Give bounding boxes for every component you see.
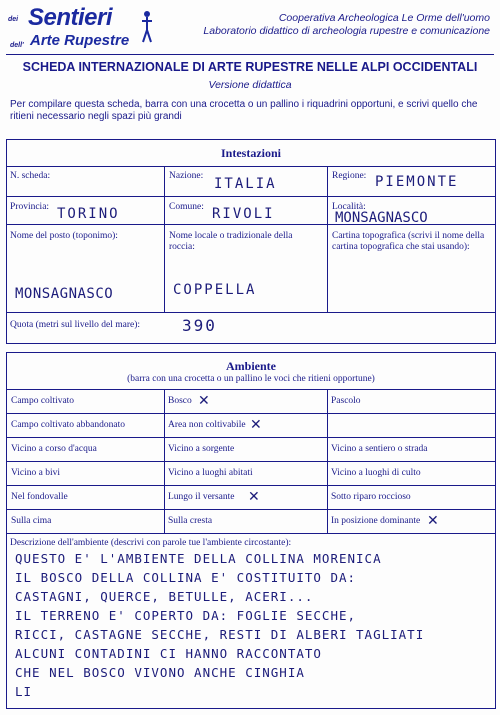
ambiente-checkbox[interactable] (447, 417, 463, 433)
logo-dell: dell' (10, 42, 24, 49)
divider (7, 389, 495, 390)
divider (164, 166, 165, 312)
ambiente-checkbox[interactable] (447, 393, 463, 409)
ambiente-title: Ambiente (226, 359, 276, 373)
ambiente-option-label: Nel fondovalle (11, 492, 68, 502)
quota-label: Quota (metri sul livello del mare): (10, 320, 141, 330)
logo-arte-rupestre: Arte Rupestre (30, 32, 130, 49)
header-divider (6, 54, 494, 55)
descrizione-line: ALCUNI CONTADINI CI HANNO RACCONTATO (15, 646, 322, 661)
divider (164, 389, 165, 533)
regione-field[interactable]: PIEMONTE (375, 174, 459, 190)
cooperative-info (203, 12, 490, 38)
ambiente-grid (7, 389, 495, 533)
ambiente-checkbox[interactable]: ✕ (250, 417, 262, 433)
ambiente-option-label: Campo coltivato abbandonato (11, 420, 125, 430)
page-title: SCHEDA INTERNAZIONALE DI ARTE RUPESTRE NELLE ALPI OCCIDENTALI (22, 60, 478, 74)
descrizione-label: Descrizione dell'ambiente (descrivi con parole tue l'ambiente circostante): (10, 538, 292, 548)
ambiente-checkbox[interactable] (127, 513, 143, 529)
nome-roccia-field[interactable]: COPPELLA (173, 282, 257, 298)
logo-sentieri: Sentieri (28, 4, 113, 31)
ambiente-checkbox[interactable] (127, 465, 143, 481)
ambiente-option-label: Vicino a luoghi abitati (168, 468, 253, 478)
ambiente-checkbox[interactable]: ✕ (427, 513, 439, 529)
divider (7, 437, 495, 438)
divider (7, 533, 495, 534)
ambiente-option-label: Lungo il versante (168, 492, 235, 502)
coop-lab: Laboratorio didattico di archeologia rupestre e comunicazione (203, 25, 490, 37)
ambiente-checkbox[interactable] (284, 465, 300, 481)
divider (7, 485, 495, 486)
ambiente-option-label: Sulla cresta (168, 516, 213, 526)
cartina-label: Cartina topografica (scrivi il nome della cartina topografica che stai usando): (332, 231, 485, 252)
ambiente-checkbox[interactable] (447, 465, 463, 481)
descrizione-line: IL TERRENO E' COPERTO DA: FOGLIE SECCHE, (15, 608, 357, 623)
descrizione-line: IL BOSCO DELLA COLLINA E' COSTITUITO DA: (15, 570, 357, 585)
ambiente-checkbox[interactable] (284, 441, 300, 457)
divider (7, 166, 495, 167)
ambiente-option-label: Vicino a sorgente (168, 444, 235, 454)
version-label: Versione didattica (208, 79, 292, 91)
ambiente-checkbox[interactable] (127, 417, 143, 433)
ambiente-option-label: In posizione dominante (331, 516, 421, 526)
comune-label: Comune: (169, 202, 204, 212)
divider (327, 389, 328, 533)
descrizione-line: QUESTO E' L'AMBIENTE DELLA COLLINA MORENICA (15, 551, 382, 566)
n-scheda-label: N. scheda: (10, 171, 51, 181)
divider (7, 413, 495, 414)
ambiente-option-label: Vicino a bivi (11, 468, 61, 478)
provincia-field[interactable]: TORINO (57, 206, 120, 222)
divider (7, 461, 495, 462)
logo (6, 4, 156, 54)
quota-field[interactable]: 390 (182, 316, 217, 335)
divider (7, 196, 495, 197)
descrizione-line: RICCI, CASTAGNE SECCHE, RESTI DI ALBERI TAGLIATI (15, 627, 425, 642)
ambiente-checkbox[interactable] (127, 441, 143, 457)
localita-label: Località: (332, 202, 366, 212)
ambiente-checkbox[interactable]: ✕ (198, 393, 210, 409)
ambiente-option-label: Campo coltivato (11, 396, 75, 406)
nome-posto-label: Nome del posto (toponimo): (10, 231, 118, 241)
intestazioni-section (6, 139, 496, 344)
descrizione-line: CHE NEL BOSCO VIVONO ANCHE CINGHIA (15, 665, 305, 680)
instructions-text: Per compilare questa scheda, barra con una crocetta o un pallino i riquadrini opportuni, e scrivi quello che ritieni necessario negli spazi più grandi (10, 99, 478, 122)
ambiente-option-label: Bosco (168, 396, 192, 406)
intestazioni-title: Intestazioni (221, 146, 281, 160)
ambiente-option-label: Vicino a corso d'acqua (11, 444, 97, 454)
ambiente-subtitle: (barra con una crocetta o un pallino le voci che ritieni opportune) (127, 374, 375, 384)
ambiente-checkbox[interactable] (127, 393, 143, 409)
ambiente-checkbox[interactable] (127, 489, 143, 505)
divider (7, 312, 495, 313)
ambiente-option-label: Vicino a luoghi di culto (331, 468, 421, 478)
divider (327, 166, 328, 312)
provincia-label: Provincia: (10, 202, 50, 212)
figure-icon (140, 10, 154, 44)
ambiente-option-label: Vicino a sentiero o strada (331, 444, 428, 454)
descrizione-line: LI (15, 684, 33, 699)
ambiente-option-label: Sulla cima (11, 516, 52, 526)
ambiente-checkbox[interactable] (447, 441, 463, 457)
ambiente-checkbox[interactable] (447, 489, 463, 505)
ambiente-checkbox[interactable] (284, 513, 300, 529)
nazione-label: Nazione: (169, 171, 204, 181)
logo-dei: dei (8, 16, 19, 23)
ambiente-checkbox[interactable]: ✕ (248, 489, 260, 505)
comune-field[interactable]: RIVOLI (212, 206, 275, 222)
nazione-field[interactable]: ITALIA (214, 176, 277, 192)
coop-name: Cooperativa Archeologica Le Orme dell'uomo (278, 12, 490, 24)
ambiente-option-label: Pascolo (331, 396, 361, 406)
divider (7, 509, 495, 510)
regione-label: Regione: (332, 171, 367, 181)
ambiente-option-label: Area non coltivabile (168, 420, 246, 430)
ambiente-section (6, 352, 496, 709)
descrizione-line: CASTAGNI, QUERCE, BETULLE, ACERI... (15, 589, 314, 604)
localita-field[interactable]: MONSAGNASCO (335, 210, 428, 226)
ambiente-option-label: Sotto riparo roccioso (331, 492, 411, 502)
nome-posto-field[interactable]: MONSAGNASCO (15, 286, 114, 302)
nome-roccia-label: Nome locale o tradizionale della roccia: (169, 231, 293, 252)
